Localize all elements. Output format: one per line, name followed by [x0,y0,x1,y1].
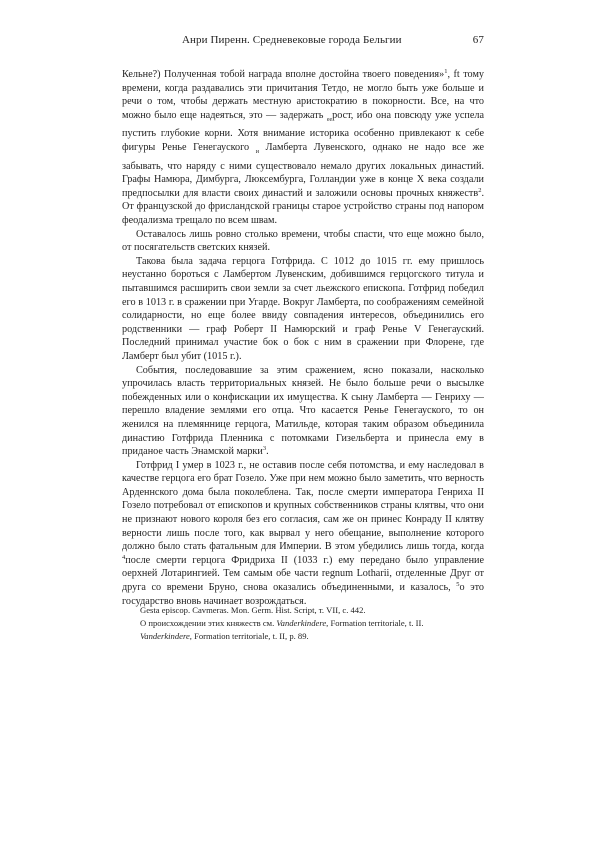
page-number: 67 [472,34,484,46]
paragraph-4: События, последовавшие за этим сражением, ясно показали, насколько упрочилась власть территориальных князей. Не было больше речи о высылке побежденных или о конфискации их имущества. К сыну Ламберта — Генриху — перешло владение землями его отца. Что касается Ренье Генегауского, то он женился на племяннице герцога, Матильде, которая таким образом объединила династию Готфрида Пленника с потомками Гизельберта и принесла ему в приданое часть Энамской марки$^3$. [122,364,484,458]
paragraph-3: Такова была задача герцога Готфрида. С 1012 до 1015 гг. ему пришлось неустанно бороться с Ламбертом Лувенским, добившимся герцогского титула и пытавшимся расширить свои земли за счет льежского епископа. Готфрид победил его в 1013 г. в сражении при Угарде. Вокруг Ламберта, по соображениям семейной солидарности, но еще более ввиду совпадения интересов, объединились его родственники — граф Роберт II Намюрский и граф Ренье V Генегауский. Последний принимал участие бок о бок с ним в сражении при Флорене, где Ламберт был убит (1015 г.). [122,255,484,362]
footnote-2: О происхождении этих княжеств см. Vanderkindere, Formation territoriale, t. II. [140,618,424,629]
footnote-ref-2[interactable]: 2 [478,186,482,194]
running-title: Анри Пиренн. Средневековые города Бельгии [182,34,402,46]
footnote-ref-1[interactable]: 1 [444,68,448,75]
footnote-ref-5[interactable]: 5 [456,581,460,589]
body-text [122,68,484,608]
footnotes [140,604,480,644]
footnote-1: Gesta episcop. Cavmeras. Mon. Germ. Hist. Script, т. VII, с. 442. [140,605,366,615]
paragraph-5: Готфрид I умер в 1023 г., не оставив после себя потомства, и ему наследовал в качестве герцога его брат Гозело. Уже при нем можно было заметить, что верность Арденнского дома была поколеблена. Так, после смерти императора Генриха II Гозело потребовал от епископов и крупных собственников страны клятвы, что они не признают нового короля без его согласия, сам же он принес Конраду II клятву верности лишь после того, как вырвал у него обещание, выполнение которого должно было стать фатальным для Империи. В этом убедились лишь тогда, когда $^4$после смерти герцога Фридриха II (1033 г.) ему передано было управление оерхней Лотарингией. Тем самым обе части regnum Lotharii, отделенные Друг от друга со времени Бруно, снова оказались объединенными, и казалось, $^5$о это государство вновь начинает возрождаться. [122,459,484,607]
footnote-ref-4[interactable]: 4 [122,553,126,561]
paragraph-2: Оставалось лишь ровно столько времени, чтобы спасти, что еще можно было, от посягательств светских князей. [122,228,484,254]
footnote-ref-3[interactable]: 3 [262,445,267,453]
footnote-3: Vanderkindere, Formation territoriale, t. II, p. 89. [140,631,309,642]
paragraph-1: Кельне?) Полученная тобой награда вполне достойна твоего поведения»$^1$, ft тому времени, когда раздавались эти причитания Тетдо, не могло быть уже больше и речи о том, чтобы держать местную аристократию в покорности. Все, на что можно было еще надеяться, это — задержать $_{ее}$рост, ибо она повсюду уже успела пустить глубокие корни. Хотя внимание историка особенно привлекают к себе фигуры Ренье Генегауского $_и$ Ламберта Лувенского, однако не надо все же забывать, что наряду с ними существовало немало других локальных династий. Графы Намюра, Димбурга, Люксембурга, Голландии уже в конце X века создали предпосылки для власти своих династий и заложили основы прочных княжеств$^2$. От французской до фрисландской границы старое устройство страны под напором феодализма трещало по всем швам. [122,68,484,226]
